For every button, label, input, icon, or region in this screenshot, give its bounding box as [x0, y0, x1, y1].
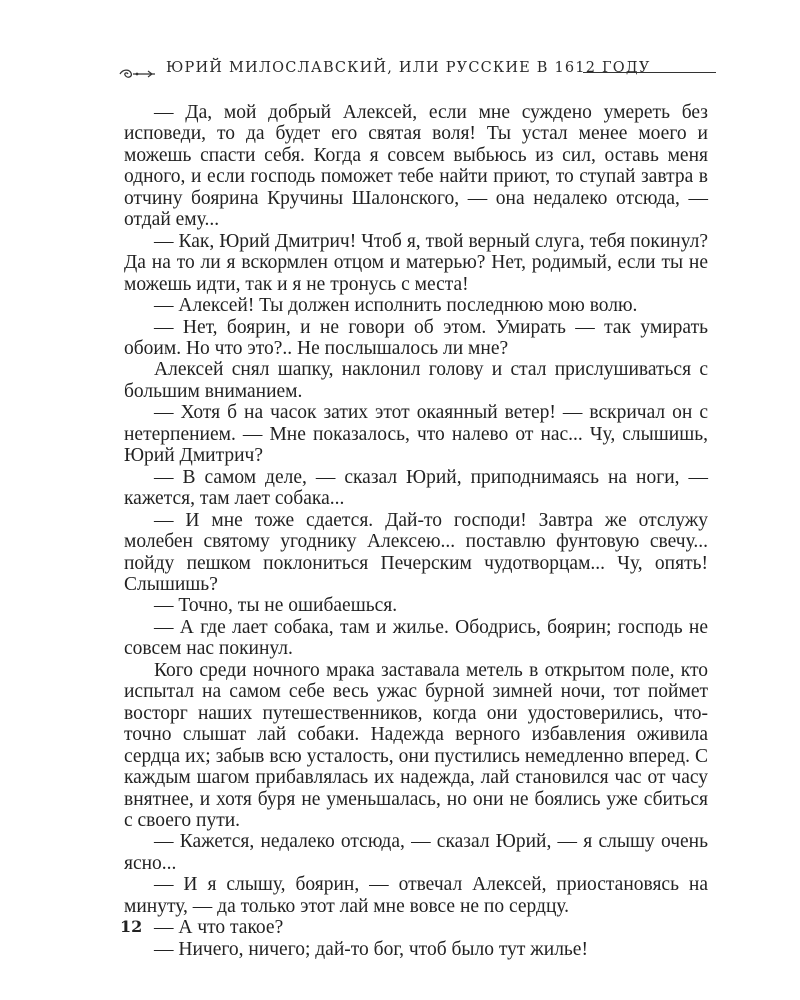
paragraph: — Кажется, недалеко отсюда, — сказал Юрий, — я слышу очень ясно...	[124, 831, 708, 874]
paragraph: — И я слышу, боярин, — отвечал Алексей, приостановясь на минуту, — да только этот лай мне вовсе не по сердцу.	[124, 874, 708, 917]
paragraph: Алексей снял шапку, наклонил голову и стал прислушиваться с большим вниманием.	[124, 359, 708, 402]
paragraph: — Хотя б на часок затих этот окаянный ветер! — вскричал он с нетерпением. — Мне показалось, что налево от нас... Чу, слышишь, Юрий Дмитрич?	[124, 402, 708, 467]
paragraph: — А что такое?	[154, 917, 284, 939]
running-head	[118, 58, 716, 88]
running-head-rule	[583, 72, 716, 73]
paragraph: — Алексей! Ты должен исполнить последнюю мою волю.	[154, 295, 638, 317]
paragraph: — Ничего, ничего; дай-то бог, чтоб было тут жилье!	[154, 938, 588, 960]
paragraph: — Как, Юрий Дмитрич! Чтоб я, твой верный слуга, тебя покинул? Да на то ли я вскормлен отцом и матерью? Нет, родимый, если ты не можешь идти, так и я не тронусь с места!	[124, 230, 708, 295]
paragraph: — Нет, боярин, и не говори об этом. Умирать — так умирать обоим. Но что это?.. Не послышалось ли мне?	[124, 316, 708, 359]
paragraph: — В самом деле, — сказал Юрий, приподнимаясь на ноги, — кажется, там лает собака...	[124, 466, 708, 510]
paragraph: Кого среди ночного мрака заставала метель в открытом поле, кто испытал на самом себе весь ужас бурной зимней ночи, тот поймет восторг наших путешественников, когда они удостоверились, что-точно слышат лай собаки. Надежда верного избавления оживила сердца их; забыв всю усталость, они пустились немедленно вперед. С каждым шагом прибавлялась их надежда, лай становился час от часу внятнее, и хотя буря не уменьшалась, но они не боялись уже сбиться с своего пути.	[124, 659, 708, 831]
paragraph: — А где лает собака, там и жилье. Ободрись, боярин; господь не совсем нас покинул.	[124, 616, 708, 660]
running-head-title: ЮРИЙ МИЛОСЛАВСКИЙ, ИЛИ РУССКИЕ В 1612 ГОДУ	[166, 60, 651, 76]
paragraph: — Точно, ты не ошибаешься.	[154, 595, 398, 617]
page-number: 12	[120, 917, 143, 936]
paragraph: — Да, мой добрый Алексей, если мне суждено умереть без исповеди, то да будет его святая воля! Ты устал менее моего и можешь спасти себя. Когда я совсем выбьюсь из сил, оставь меня одного, и если господь поможет тебе найти приют, то ступай завтра в отчину боярина Кручины Шалонского, — она недалеко отсюда, — отдай ему...	[124, 102, 708, 231]
ornament-icon	[118, 68, 158, 80]
paragraph: — И мне тоже сдается. Дай-то господи! Завтра же отслужу молебен святому угоднику Алексею... поставлю фунтовую свечу... пойду пешком поклониться Печерским чудотворцам... Чу, опять! Слышишь?	[124, 509, 708, 595]
body-text	[124, 102, 708, 960]
